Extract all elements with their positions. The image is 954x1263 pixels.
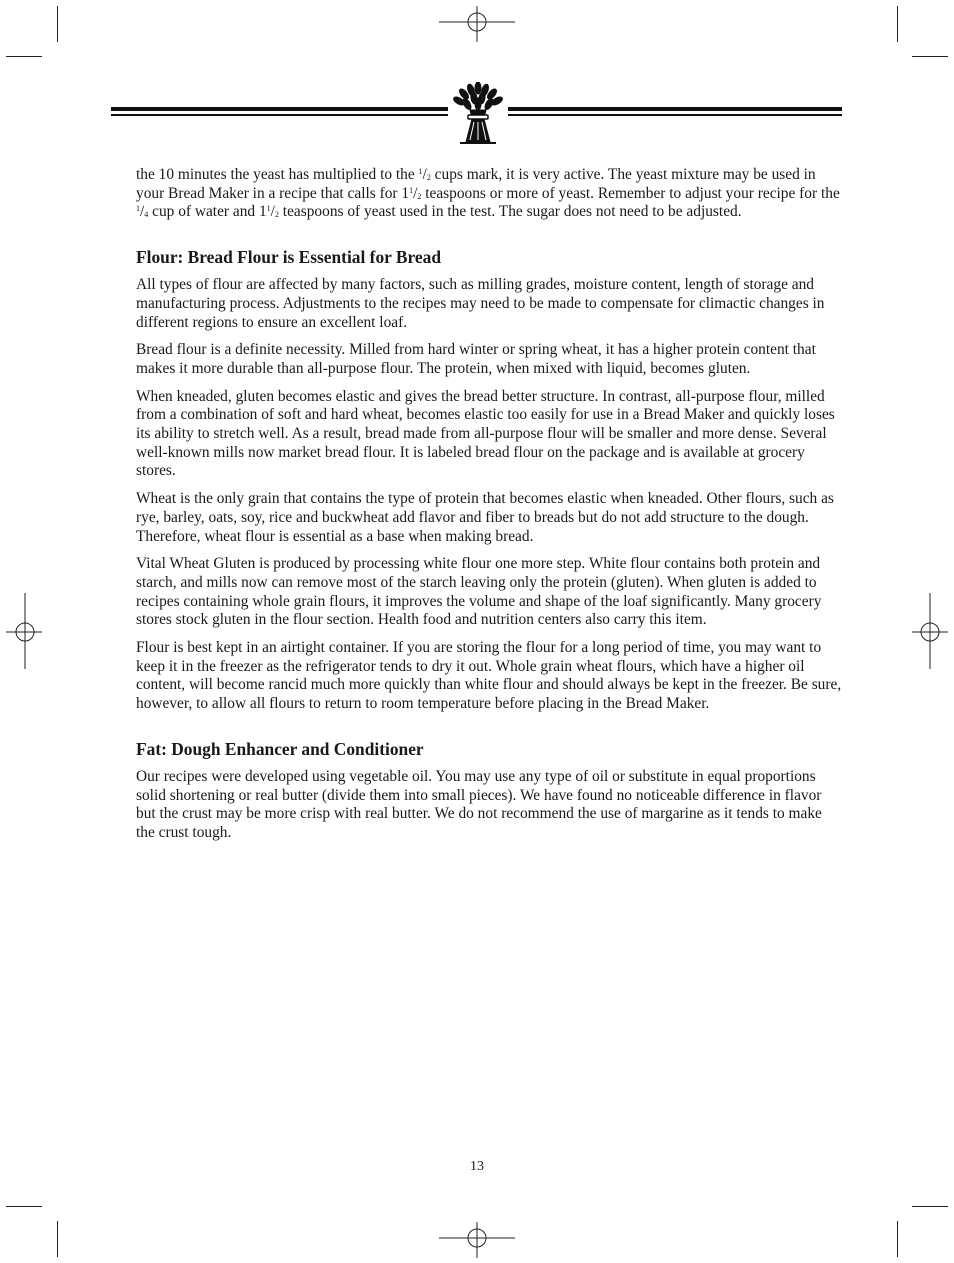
page-number: 13 bbox=[470, 1159, 484, 1174]
fraction-numerator: 1 bbox=[409, 185, 414, 195]
crop-mark-tl-v bbox=[57, 6, 58, 42]
flour-paragraph: Vital Wheat Gluten is produced by processing white flour one more step. White flour contains both protein and starch, and mills now can remove most of the starch leaving only the protein (gluten). When gluten is added to recipes containing whole grain flours, it improves the volume and shape of the loaf significantly. Many grocery stores stock gluten in the flour section. Health food and nutrition centers also carry this item. bbox=[136, 555, 822, 629]
fat-section-heading: Fat: Dough Enhancer and Conditioner bbox=[136, 738, 424, 759]
flour-paragraph: When kneaded, gluten becomes elastic and gives the bread better structure. In contrast, all-purpose flour, milled from a combination of soft and hard wheat, becomes elastic too easily for use in a Bread Maker and quickly loses its ability to stretch well. As a result, bread made from all-purpose flour will be smaller and more dense. Several well-known mills now market bread flour. It is labeled bread flour on the package and is available at grocery stores. bbox=[136, 387, 835, 480]
flour-paragraph: All types of flour are affected by many factors, such as milling grades, moisture content, length of storage and manufacturing process. Adjustments to the recipes may need to be made to compensate for climactic changes in different regions to ensure an excellent loaf. bbox=[136, 276, 825, 331]
flour-paragraph: Flour is best kept in an airtight container. If you are storing the flour for a long period of time, you may want to keep it in the freezer as the refrigerator tends to dry it out. Whole grain wheat flours, which have a higher oil content, will become rancid much more quickly than white flour and should always be kept in the freezer. Be sure, however, to allow all flours to return to room temperature before placing in the Bread Maker. bbox=[136, 639, 842, 713]
crop-mark-tr-v bbox=[897, 6, 898, 42]
flour-paragraph: Bread flour is a definite necessity. Milled from hard winter or spring wheat, it has a higher protein content that makes it more durable than all-purpose flour. The protein, when mixed with liquid, becomes gluten. bbox=[136, 341, 816, 377]
page-content bbox=[136, 166, 842, 852]
intro-paragraph: the 10 minutes the yeast has multiplied to the $^1/_2$ cups mark, it is very active. The yeast mixture may be used in your Bread Maker in a recipe that calls for $1^1/_2$ teaspoons or more of yeast. Remember to adjust your recipe for the $^1/_4$ cup of water and $1^1/_2$ teaspoons of yeast used in the test. The sugar does not need to be adjusted. bbox=[136, 166, 840, 221]
crosshair-icon bbox=[437, 1222, 517, 1258]
crop-mark-tr-h bbox=[912, 56, 948, 57]
fraction-denominator: 2 bbox=[426, 173, 431, 182]
intro-text-3: teaspoons or more of yeast. Remember to adjust your recipe for the bbox=[421, 184, 840, 202]
intro-text-2: cups mark, it is very active. The yeast mixture may be used in your Bread Maker in a recipe that calls for 1 bbox=[136, 166, 816, 202]
fraction-numerator: 1 bbox=[418, 167, 423, 176]
crop-mark-bl-h bbox=[6, 1206, 42, 1207]
flour-paragraph: Wheat is the only grain that contains the type of protein that becomes elastic when kneaded. Other flours, such as rye, barley, oats, soy, rice and buckwheat add flavor and fiber to breads but do not add structure to the dough. Therefore, wheat flour is essential as a base when making bread. bbox=[136, 490, 834, 545]
fraction-denominator: 2 bbox=[417, 191, 422, 201]
crop-mark-tl-h bbox=[6, 56, 42, 57]
intro-text-1: the 10 minutes the yeast has multiplied to the bbox=[136, 166, 419, 183]
crop-mark-bl-v bbox=[57, 1221, 58, 1257]
fraction-denominator: 2 bbox=[274, 210, 279, 220]
intro-text-4: cup of water and 1 bbox=[148, 203, 267, 221]
wheat-sheaf-icon bbox=[448, 82, 508, 148]
crosshair-icon bbox=[912, 593, 948, 669]
flour-section-heading: Flour: Bread Flour is Essential for Bread bbox=[136, 247, 441, 268]
crosshair-icon bbox=[6, 593, 42, 669]
fraction-numerator: 1 bbox=[266, 204, 271, 214]
crop-mark-br-h bbox=[912, 1206, 948, 1207]
fraction-numerator: 1 bbox=[136, 204, 140, 214]
crosshair-icon bbox=[437, 6, 517, 42]
crop-mark-br-v bbox=[897, 1221, 898, 1257]
fraction-denominator: 4 bbox=[144, 210, 149, 220]
intro-text-5: teaspoons of yeast used in the test. The sugar does not need to be adjusted. bbox=[278, 203, 742, 221]
fat-paragraph: Our recipes were developed using vegetable oil. You may use any type of oil or substitute in equal proportions solid shortening or real butter (divide them into small pieces). We have found no noticeable difference in flavor but the crust may be more crisp with real butter. We do not recommend the use of margarine as it tends to make the crust tough. bbox=[136, 767, 822, 841]
